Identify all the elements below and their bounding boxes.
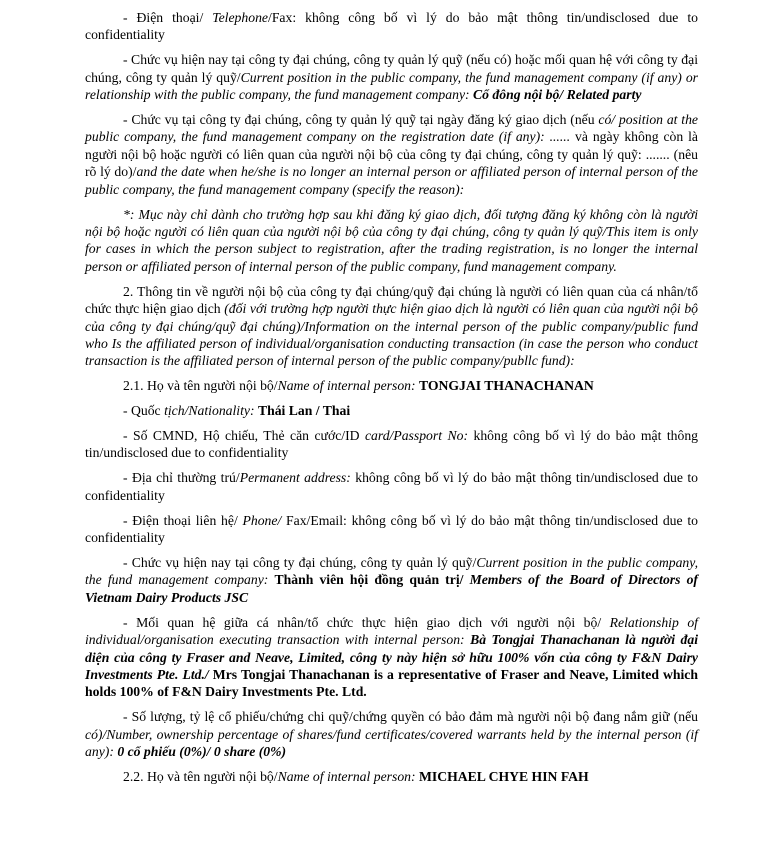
text-run: card/Passport No:: [364, 428, 474, 444]
text-run: /Fax: không công bố vì lý do bảo mật thông tin/undisclosed due to confidentiality: [85, 10, 699, 43]
text-run: - Điện thoại liên hệ/: [123, 512, 243, 528]
text-run: Phone/: [242, 512, 287, 528]
current-position-line: [85, 554, 698, 606]
text-run: - Quốc: [123, 403, 165, 419]
section-2-2-name-line: [85, 768, 698, 785]
text-run: không công bố vì lý do bảo mật thông tin/undisclosed due to confidentiality: [85, 470, 699, 503]
section-2-1-name-line: [85, 377, 698, 394]
text-run: Current position in the public company, the fund management company (if any) or relationship with the public company, the fund management company:: [85, 69, 699, 103]
text-run: Mrs Tongjai Thanachanan is a representative of Fraser and Neave, Limited which holds 100% of F&N Dairy Investments Pte. Ltd.: [85, 666, 698, 700]
asterisk-note: [85, 206, 698, 276]
document-body: [85, 9, 698, 785]
text-run: Relationship of individual/organisation executing transaction with internal person:: [85, 614, 698, 648]
section-2-heading: [85, 283, 698, 370]
text-run: - Số CMND, Hộ chiếu, Thẻ căn cước/ID: [123, 428, 365, 444]
permanent-address-line: [85, 469, 698, 504]
text-run: *: Mục này chỉ dành cho trường hợp sau khi đăng ký giao dịch, đối tượng đăng ký không còn là người nội bộ hoặc người có liên quan của người nội bộ của công ty đại chúng, công ty quản lý quỹ/This item is only for cases in which the person subject to registration, after the trading registration, is no longer the internal person or affiliated person of internal person of the public company, fund management company.: [85, 206, 698, 274]
phone-fax-email-line: [85, 512, 698, 547]
text-run: TONGJAI THANACHANAN: [419, 378, 594, 394]
text-run: - Chức vụ tại công ty đại chúng, công ty quản lý quỹ tại ngày đăng ký giao dịch (nếu: [123, 112, 599, 128]
text-run: Telephone: [212, 10, 269, 25]
text-run: có/ position at the public company, the fund management company on the registration date (if any): ......: [85, 112, 699, 145]
text-run: - Chức vụ hiện nay tại công ty đại chúng, công ty quản lý quỹ (nếu có) hoặc mối quan hệ với công ty đại chúng, công ty quản lý quỹ/: [85, 52, 698, 85]
text-run: 2.1. Họ và tên người nội bộ/: [123, 378, 278, 394]
text-run: Current position in the public company, the fund management company:: [85, 554, 698, 588]
position-on-registration-date-line: [85, 111, 698, 198]
text-run: - Số lượng, tỷ lệ cổ phiếu/chứng chi quỹ/chứng quyền có bảo đảm mà người nội bộ đang nắm giữ (nếu: [123, 709, 698, 725]
text-run: không công bố vì lý do bảo mật thông tin/undisclosed due to confidentiality: [85, 428, 699, 461]
text-run: tịch/Nationality:: [164, 403, 258, 419]
text-run: 0 cổ phiếu (0%)/ 0 share (0%): [117, 744, 287, 760]
text-run: - Mối quan hệ giữa cá nhân/tổ chức thực hiện giao dịch với người nội bộ/: [123, 614, 610, 630]
text-run: Members of the Board of Directors of Vietnam Dairy Products JSC: [85, 572, 698, 605]
relationship-line: [85, 614, 698, 701]
text-run: và ngày không còn là người nội bộ hoặc người có liên quan của người nội bộ của công ty đại chúng, công ty quản lý quỹ: ....... (nêu rõ lý do)/: [85, 129, 698, 180]
text-run: 2.2. Họ và tên người nội bộ/: [123, 768, 278, 784]
text-run: Bà Tongjai Thanachanan là người đại diện của công ty Fraser and Neave, Limited, công ty này hiện sở hữu 100% vốn của công ty F&N Dairy Investments Pte. Ltd./: [85, 632, 698, 682]
text-run: Fax/Email: không công bố vì lý do bảo mật thông tin/undisclosed due to confidentiality: [85, 512, 698, 546]
text-run: MICHAEL CHYE HIN FAH: [419, 768, 589, 784]
text-run: (đối với trường hợp người thực hiện giao dịch là người có liên quan của người nội bộ của công ty đại chúng/quỹ đại chúng)/Information on the internal person of the public company/public fund who Is the affiliated person of individual/organisation conducting transaction (in case the person who conduct transaction is the affiliated person of internal person of the public company/publlc fund):: [85, 301, 699, 369]
text-run: Permanent address:: [239, 470, 356, 486]
text-run: - Địa chỉ thường trú/: [123, 470, 240, 486]
text-run: - Chức vụ hiện nay tại công ty đại chúng, công ty quản lý quỹ/: [123, 554, 477, 570]
text-run: and the date when he/she is no longer an internal person or affiliated person of internal person of the public company, the fund management company (specify the reason):: [85, 164, 698, 197]
text-run: 2. Thông tin về người nội bộ của công ty đại chúng/quỹ đại chúng là người có liên quan của cá nhân/tổ chức thực hiện giao dịch: [85, 283, 698, 317]
text-run: Cổ đông nội bộ/ Related party: [473, 87, 642, 103]
shares-held-line: [85, 708, 698, 760]
current-position-relationship-line: [85, 51, 698, 103]
text-run: Name of internal person:: [277, 768, 419, 784]
id-passport-line: [85, 427, 698, 462]
text-run: Thành viên hội đồng quản trị/: [274, 572, 470, 588]
text-run: Thái Lan / Thai: [257, 403, 351, 419]
text-run: Name of internal person:: [277, 378, 419, 394]
nationality-line: [85, 402, 698, 419]
text-run: - Điện thoại/: [123, 10, 213, 25]
text-run: có)/Number, ownership percentage of shares/fund certificates/covered warrants held by the internal person (if any):: [85, 726, 698, 760]
telephone-fax-line: [85, 9, 698, 44]
